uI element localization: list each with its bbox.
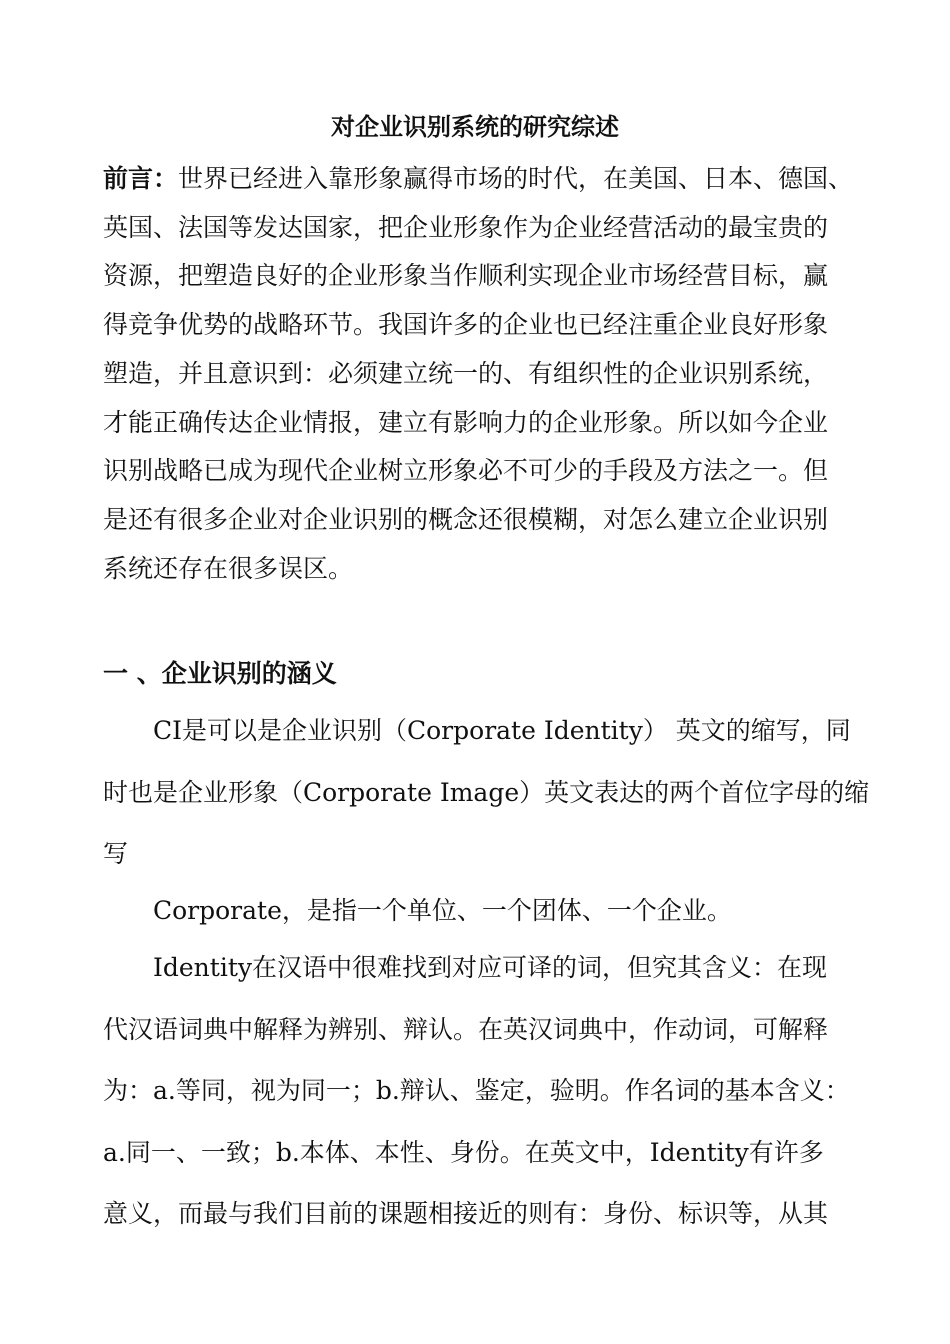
paragraph-line: CI是可以是企业识别（Corporate Identity） 英文的缩写，同 bbox=[153, 716, 851, 745]
intro-line: 英国、法国等发达国家，把企业形象作为企业经营活动的最宝贵的 bbox=[103, 212, 829, 242]
intro-line: 塑造，并且意识到：必须建立统一的、有组织性的企业识别系统， bbox=[103, 358, 829, 388]
intro-label: 前言： bbox=[103, 164, 179, 193]
intro-line: 是还有很多企业对企业识别的概念还很模糊，对怎么建立企业识别 bbox=[103, 504, 829, 534]
intro-line: 资源，把塑造良好的企业形象当作顺利实现企业市场经营目标，赢 bbox=[103, 261, 829, 291]
intro-line: 识别战略已成为现代企业树立形象必不可少的手段及方法之一。但 bbox=[103, 456, 829, 486]
paragraph-line: a.同一、一致；b.本体、本性、身份。在英文中，Identity有许多 bbox=[103, 1137, 824, 1167]
paragraph-line: 写 bbox=[103, 839, 129, 868]
intro-line: 得竞争优势的战略环节。我国许多的企业也已经注重企业良好形象 bbox=[103, 310, 829, 340]
identity-paragraph bbox=[103, 937, 883, 1245]
paragraph-line: 为：a.等同，视为同一；b.辩认、鉴定，验明。作名词的基本含义： bbox=[103, 1076, 850, 1105]
paragraph-line: Corporate，是指一个单位、一个团体、一个企业。 bbox=[153, 896, 732, 925]
ci-definition-paragraph bbox=[103, 700, 883, 885]
intro-line: 才能正确传达企业情报，建立有影响力的企业形象。所以如今企业 bbox=[103, 407, 829, 437]
paragraph-line: 时也是企业形象（Corporate Image）英文表达的两个首位字母的缩 bbox=[103, 777, 870, 807]
intro-line: 系统还存在很多误区。 bbox=[103, 553, 354, 583]
document-title: 对企业识别系统的研究综述 bbox=[331, 112, 619, 141]
paragraph-line: Identity在汉语中很难找到对应可译的词，但究其含义：在现 bbox=[153, 953, 827, 982]
intro-line-text: 世界已经进入靠形象赢得市场的时代，在美国、日本、德国、 bbox=[178, 164, 854, 193]
paragraph-line: 意义，而最与我们目前的课题相接近的则有：身份、标识等，从其 bbox=[103, 1199, 829, 1228]
corporate-paragraph bbox=[103, 880, 883, 942]
paragraph-line: 代汉语词典中解释为辨别、辩认。在英汉词典中，作动词，可解释 bbox=[103, 1014, 829, 1044]
section-heading: 一 、企业识别的涵义 bbox=[103, 659, 337, 688]
intro-line bbox=[103, 155, 883, 204]
intro-paragraph bbox=[103, 155, 883, 593]
